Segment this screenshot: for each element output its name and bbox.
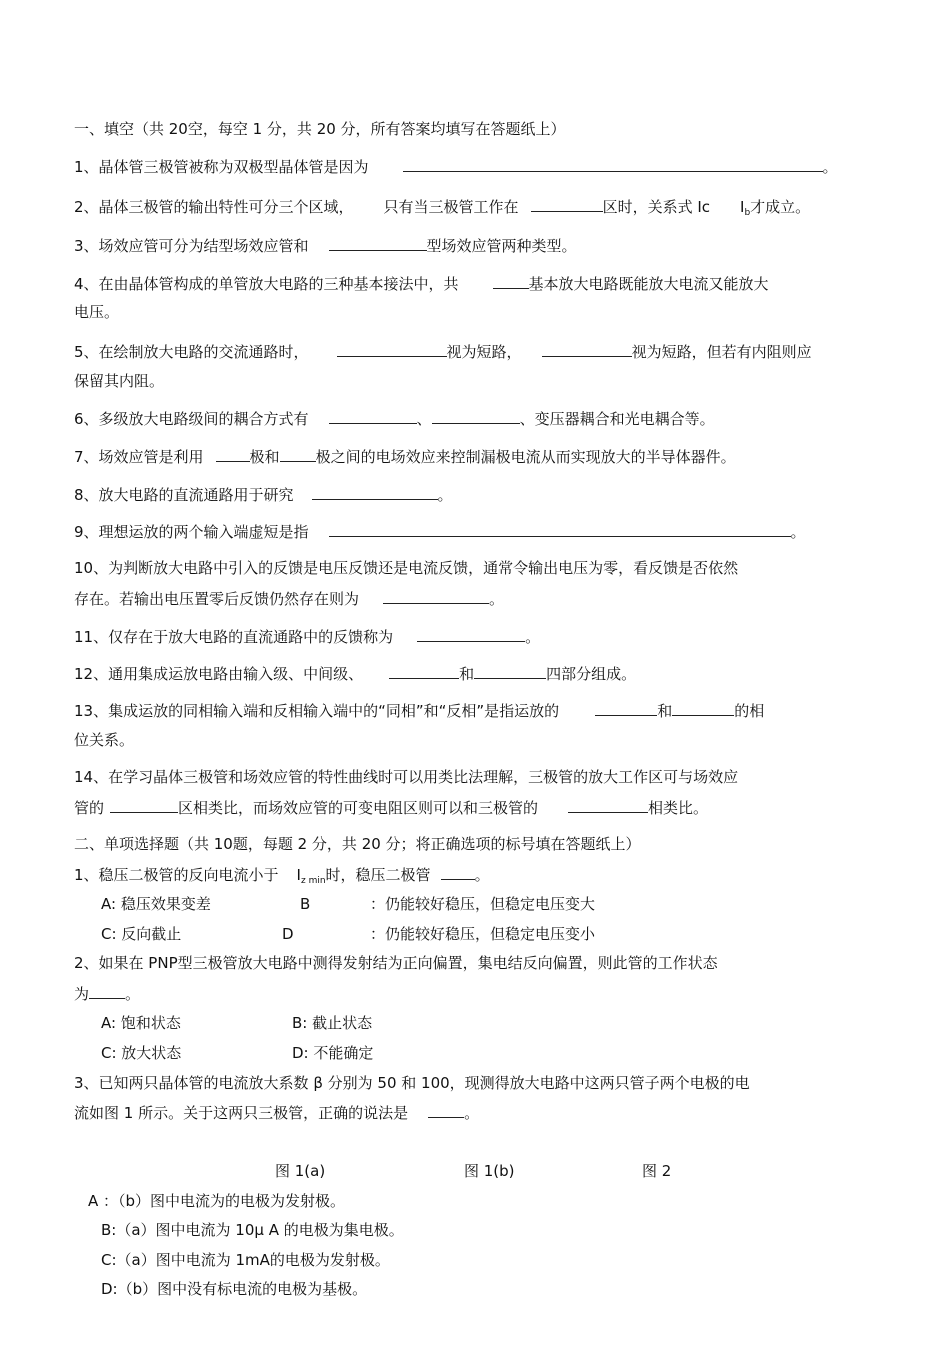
question-text: 和 (459, 665, 475, 683)
question-text: 9、理想运放的两个输入端虚短是指 (74, 523, 309, 541)
answer-blank (568, 797, 648, 813)
question-text: 1、晶体管三极管被称为双极型晶体管是因为 (74, 158, 369, 176)
question-1-5-cont: 保留其内阻。 (74, 372, 165, 390)
figure-caption-2: 图 2 (642, 1162, 672, 1180)
question-text: 6、多级放大电路级间的耦合方式有 (74, 410, 309, 428)
question-text: 11、仅存在于放大电路的直流通路中的反馈称为 (74, 628, 394, 646)
question-text: 极之间的电场效应来控制漏极电流从而实现放大的半导体器件。 (315, 448, 736, 466)
question-1-4 (74, 273, 769, 294)
option-2-3-d: D:（b）图中没有标电流的电极为基极。 (101, 1280, 368, 1298)
figure-caption-1b: 图 1(b) (464, 1162, 515, 1180)
figure-caption-1a: 图 1(a) (275, 1162, 326, 1180)
subscript: b (744, 208, 751, 218)
question-text: 。 (525, 628, 541, 646)
question-text: 。 (437, 486, 453, 504)
question-text: 2、晶体三极管的输出特性可分三个区域， (74, 198, 354, 216)
option-2-3-c: C:（a）图中电流为 1mA的电极为发射极。 (101, 1251, 390, 1269)
question-text: 12、通用集成运放电路由输入级、中间级、 (74, 665, 364, 683)
question-1-13-cont: 位关系。 (74, 731, 135, 749)
question-text: 、变压器耦合和光电耦合等。 (519, 410, 715, 428)
question-text: 相类比。 (648, 799, 709, 817)
question-text: 7、场效应管是利用 (74, 448, 204, 466)
question-text: 13、集成运放的同相输入端和反相输入端中的“同相”和“反相”是指运放的 (74, 702, 560, 720)
question-1-8 (74, 484, 453, 505)
question-text: 区相类比，而场效应管的可变电阻区则可以和三极管的 (178, 799, 539, 817)
question-1-2 (74, 196, 810, 223)
question-text: 的相 (734, 702, 765, 720)
answer-blank (110, 797, 178, 813)
question-text: 区时，关系式 Ic (602, 198, 711, 216)
question-1-14: 14、在学习晶体三极管和场效应管的特性曲线时可以用类比法理解，三极管的放大工作区可与场效应 (74, 768, 739, 786)
question-text: 。 (489, 590, 505, 608)
question-text: 才成立。 (750, 198, 811, 216)
option-2-2-d: D: 不能确定 (292, 1044, 374, 1062)
question-2-2-cont (74, 983, 140, 1004)
answer-blank (595, 700, 657, 716)
answer-blank (542, 341, 632, 357)
answer-blank (493, 273, 529, 289)
answer-blank (389, 663, 459, 679)
question-2-1 (74, 864, 490, 891)
question-1-12 (74, 663, 636, 684)
question-text: 视为短路，但若有内阻则应 (631, 343, 812, 361)
question-text: 5、在绘制放大电路的交流通路时， (74, 343, 309, 361)
question-text: 极和 (249, 448, 280, 466)
question-1-10: 10、为判断放大电路中引入的反馈是电压反馈还是电流反馈，通常令输出电压为零，看反馈是否依然 (74, 559, 739, 577)
question-1-13 (74, 700, 764, 721)
question-text: 只有当三极管工作在 (383, 198, 519, 216)
question-text: 为 (74, 985, 90, 1003)
answer-blank (672, 700, 734, 716)
question-text: 4、在由晶体管构成的单管放大电路的三种基本接法中，共 (74, 275, 459, 293)
question-text: 型场效应管两种类型。 (426, 237, 577, 255)
question-text: 。 (125, 985, 141, 1003)
question-text: 。 (790, 523, 806, 541)
question-text: 8、放大电路的直流通路用于研究 (74, 486, 294, 504)
question-text: 3、场效应管可分为结型场效应管和 (74, 237, 309, 255)
section2-heading: 二、单项选择题（共 10题，每题 2 分，共 20 分；将正确选项的标号填在答题纸上） (74, 835, 641, 853)
option-2-1-d: ：仍能较好稳压，但稳定电压变小 (370, 925, 596, 943)
question-1-10-cont (74, 588, 504, 609)
question-2-3-cont (74, 1102, 479, 1123)
subscript: z min (300, 876, 326, 886)
answer-blank (312, 484, 438, 500)
question-text: 基本放大电路既能放大电流又能放大 (528, 275, 769, 293)
question-text: 。 (464, 1104, 480, 1122)
answer-blank (441, 864, 475, 880)
answer-blank (383, 588, 489, 604)
question-text: 。 (822, 158, 838, 176)
question-1-1 (74, 156, 838, 177)
question-1-11 (74, 626, 540, 647)
question-text: I (740, 198, 745, 216)
question-1-7 (74, 446, 736, 467)
option-2-3-b: B:（a）图中电流为 10μ A 的电极为集电极。 (101, 1221, 404, 1239)
answer-blank (432, 408, 520, 424)
answer-blank (329, 521, 791, 537)
answer-blank (428, 1102, 464, 1118)
option-2-1-c: C: 反向截止 (101, 925, 182, 943)
answer-blank (417, 626, 525, 642)
option-2-1-b: ：仍能较好稳压，但稳定电压变大 (370, 895, 596, 913)
question-text: 时，稳压二极管 (325, 866, 431, 884)
option-2-2-b: B: 截止状态 (292, 1014, 373, 1032)
question-text: 存在。若输出电压置零后反馈仍然存在则为 (74, 590, 360, 608)
option-2-2-a: A: 饱和状态 (101, 1014, 181, 1032)
question-1-4-cont: 电压。 (74, 303, 120, 321)
answer-blank (89, 983, 125, 999)
option-2-1-d-label: D (282, 925, 294, 943)
question-2-3: 3、已知两只晶体管的电流放大系数 β 分别为 50 和 100，现测得放大电路中这两只管子两个电极的电 (74, 1074, 750, 1092)
question-1-14-cont (74, 797, 708, 818)
question-1-5 (74, 341, 812, 362)
question-text: 、 (416, 410, 432, 428)
question-1-6 (74, 408, 715, 429)
option-2-1-b-label: B (300, 895, 311, 913)
question-1-9 (74, 521, 806, 542)
question-text: 流如图 1 所示。关于这两只三极管，正确的说法是 (74, 1104, 409, 1122)
answer-blank (403, 156, 823, 172)
option-2-3-a: A ：（b）图中电流为的电极为发射极。 (88, 1192, 346, 1210)
answer-blank (280, 446, 316, 462)
section1-heading: 一、填空（共 20空，每空 1 分，共 20 分，所有答案均填写在答题纸上） (74, 120, 566, 138)
answer-blank (531, 196, 603, 212)
question-text: 管的 (74, 799, 105, 817)
question-text: 和 (657, 702, 673, 720)
question-text: 视为短路， (446, 343, 522, 361)
question-text: 1、稳压二极管的反向电流小于 (74, 866, 279, 884)
answer-blank (337, 341, 447, 357)
question-1-3 (74, 235, 577, 256)
question-text: 。 (474, 866, 490, 884)
answer-blank (329, 408, 417, 424)
option-2-2-c: C: 放大状态 (101, 1044, 182, 1062)
answer-blank (329, 235, 427, 251)
answer-blank (216, 446, 250, 462)
option-2-1-a: A: 稳压效果变差 (101, 895, 211, 913)
question-text: I (296, 866, 301, 884)
question-2-2: 2、如果在 PNP型三极管放大电路中测得发射结为正向偏置，集电结反向偏置，则此管的工作状态 (74, 954, 718, 972)
question-text: 四部分组成。 (546, 665, 637, 683)
answer-blank (474, 663, 546, 679)
